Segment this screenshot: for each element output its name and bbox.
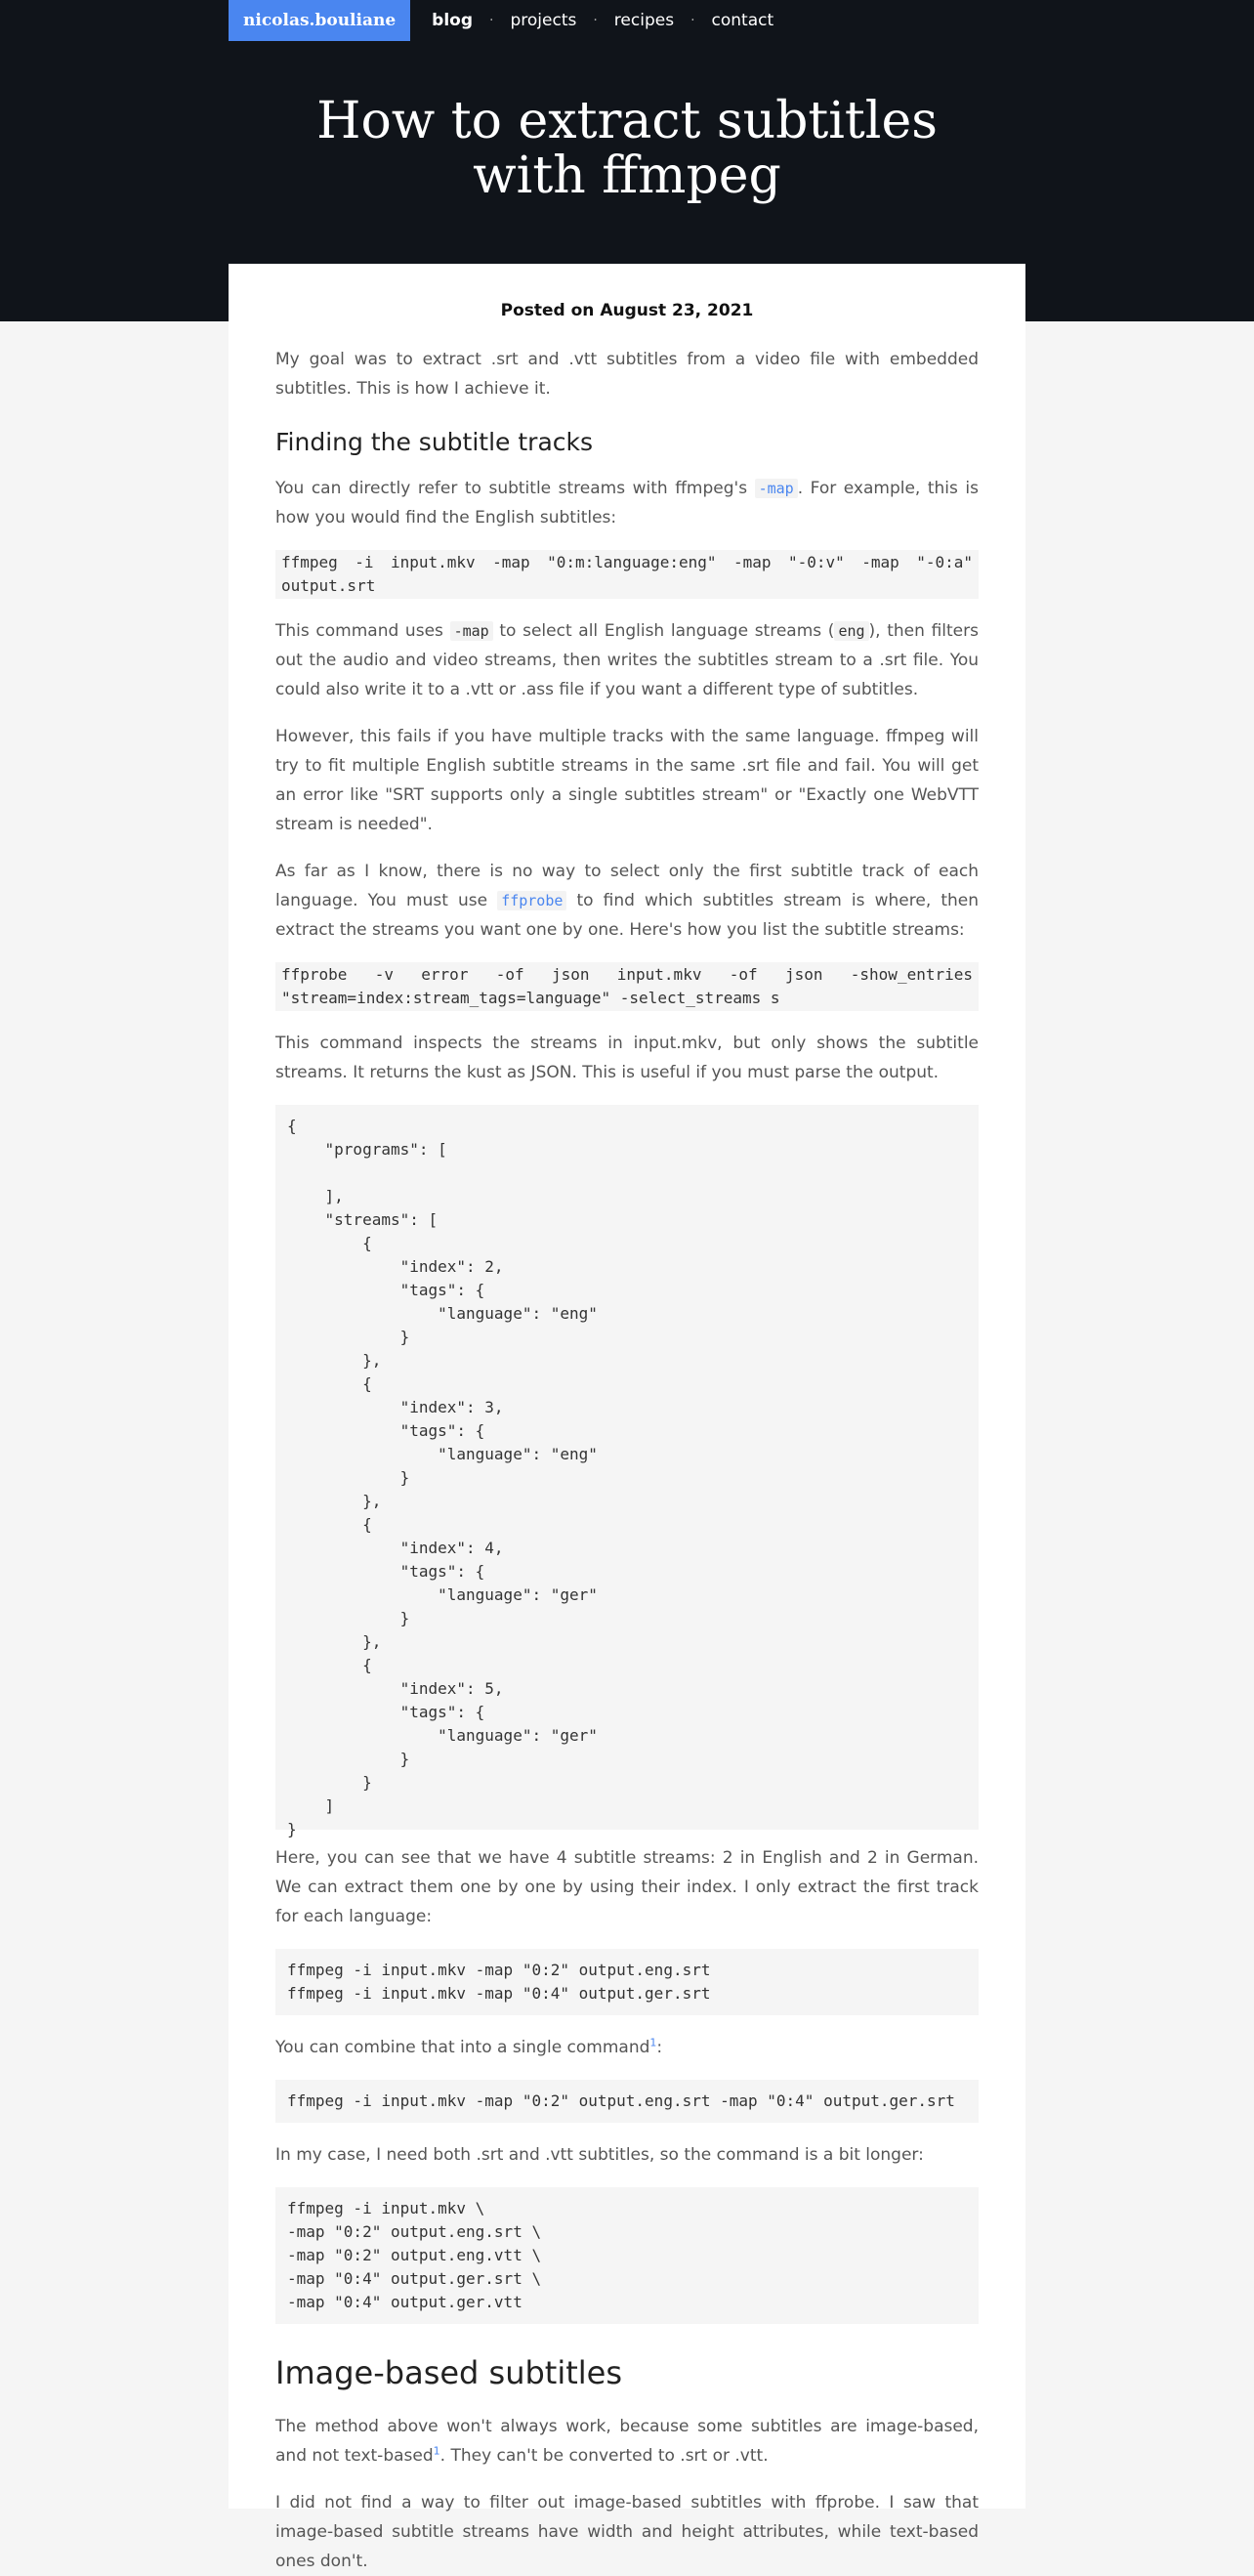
page-title-line-1: How to extract subtitles (316, 92, 938, 150)
text: . They can't be converted to .srt or .vtt. (439, 2446, 769, 2466)
nav-link-contact[interactable]: contact (711, 11, 774, 30)
nav-link-projects[interactable]: projects (510, 11, 577, 30)
inline-code-map: -map (755, 479, 798, 498)
inline-code-eng: eng (834, 621, 868, 641)
paragraph-combine (275, 2033, 979, 2062)
nav-separator: · (489, 13, 494, 28)
paragraph-filter-image-based: I did not find a way to filter out image-based subtitles with ffprobe. I saw that image-based subtitle streams have width and height attributes, while text-based ones don't. (275, 2493, 979, 2571)
text: to select all English language streams ( (492, 621, 835, 641)
page-title-line-2: with ffmpeg (473, 147, 781, 205)
nav-link-recipes[interactable]: recipes (613, 11, 675, 30)
paragraph-srt-vtt: In my case, I need both .srt and .vtt subtitles, so the command is a bit longer: (275, 2145, 924, 2165)
text: You can combine that into a single command (275, 2038, 650, 2057)
ffprobe-link[interactable]: ffprobe (497, 891, 566, 910)
inline-code-map: -map (450, 621, 493, 641)
footnote-link[interactable]: 1 (433, 2444, 440, 2458)
code-block-ffprobe: ffprobe -v error -of json input.mkv -of json -show_entries "stream=index:stream_tags=language" -select_streams s (275, 962, 979, 1011)
paragraph-map-intro (275, 474, 979, 532)
nav-separator: · (593, 13, 598, 28)
heading-finding-subtitle-tracks: Finding the subtitle tracks (275, 428, 594, 456)
heading-image-based-subtitles: Image-based subtitles (275, 2354, 623, 2391)
paragraph-ffprobe-intro (275, 857, 979, 945)
text: This command uses (275, 621, 450, 641)
nav-links (432, 11, 773, 30)
text: You can directly refer to subtitle streams with ffmpeg's (275, 479, 755, 498)
paragraph-ffprobe-explanation: This command inspects the streams in input.mkv, but only shows the subtitle streams. It returns the kust as JSON. This is useful if you must parse the output. (275, 1034, 979, 1082)
nav-link-blog[interactable]: blog (432, 11, 474, 30)
nav-separator: · (690, 13, 695, 28)
paragraph-four-streams: Here, you can see that we have 4 subtitle streams: 2 in English and 2 in German. We can extract them one by one by using their index. I only extract the first track for each language: (275, 1848, 979, 1926)
text: As far as I know, there is no way to select only the first subtitle track of each language. You must use (275, 862, 979, 910)
paragraph-map-explanation (275, 616, 979, 704)
text: . For example, this is how you would find the English subtitles: (275, 479, 979, 528)
page-title (229, 94, 1025, 203)
paragraph-multiple-tracks: However, this fails if you have multiple tracks with the same language. ffmpeg will try to fit multiple English subtitle streams in the same .srt file and fail. You will get an error like "SRT supports only a single subtitles stream" or "Exactly one WebVTT stream is needed". (275, 727, 979, 834)
code-block-extract-separate: ffmpeg -i input.mkv -map "0:2" output.eng.srt ffmpeg -i input.mkv -map "0:4" output.ger.srt (275, 1949, 979, 2015)
text: ), then filters out the audio and video streams, then writes the subtitles stream to a .srt file. You could also write it to a .vtt or .ass file if you want a different type of subtitles. (275, 621, 979, 699)
paragraph-image-based (275, 2412, 979, 2470)
top-nav (229, 0, 773, 41)
code-block-srt-vtt: ffmpeg -i input.mkv \ -map "0:2" output.eng.srt \ -map "0:2" output.eng.vtt \ -map "0:4" output.ger.srt \ -map "0:4" output.ger.vtt (275, 2187, 979, 2324)
text: to find which subtitles stream is where, then extract the streams you want one by one. Here's how you list the subtitle streams: (275, 891, 979, 940)
code-block-ffmpeg-map-eng: ffmpeg -i input.mkv -map "0:m:language:eng" -map "-0:v" -map "-0:a" output.srt (275, 550, 979, 599)
text: The method above won't always work, because some subtitles are image-based, and not text-based (275, 2417, 979, 2466)
text: : (656, 2038, 663, 2057)
brand-logo-link[interactable]: nicolas.bouliane (229, 0, 410, 41)
footnote-link[interactable]: 1 (649, 2036, 657, 2049)
code-block-combined: ffmpeg -i input.mkv -map "0:2" output.eng.srt -map "0:4" output.ger.srt (275, 2080, 979, 2123)
intro-paragraph: My goal was to extract .srt and .vtt subtitles from a video file with embedded subtitles. This is how I achieve it. (275, 350, 979, 399)
article-card (229, 264, 1025, 2571)
post-date: Posted on August 23, 2021 (500, 301, 754, 320)
code-block-json-output: { "programs": [ ], "streams": [ { "index": 2, "tags": { "language": "eng" } }, { "index": 3, "tags": { "language": "eng" } }, { "index": 4, "tags": { "language": "ger" } }, { "index": 5, "tags": { "language": "ger" } } ] } (275, 1105, 979, 1830)
